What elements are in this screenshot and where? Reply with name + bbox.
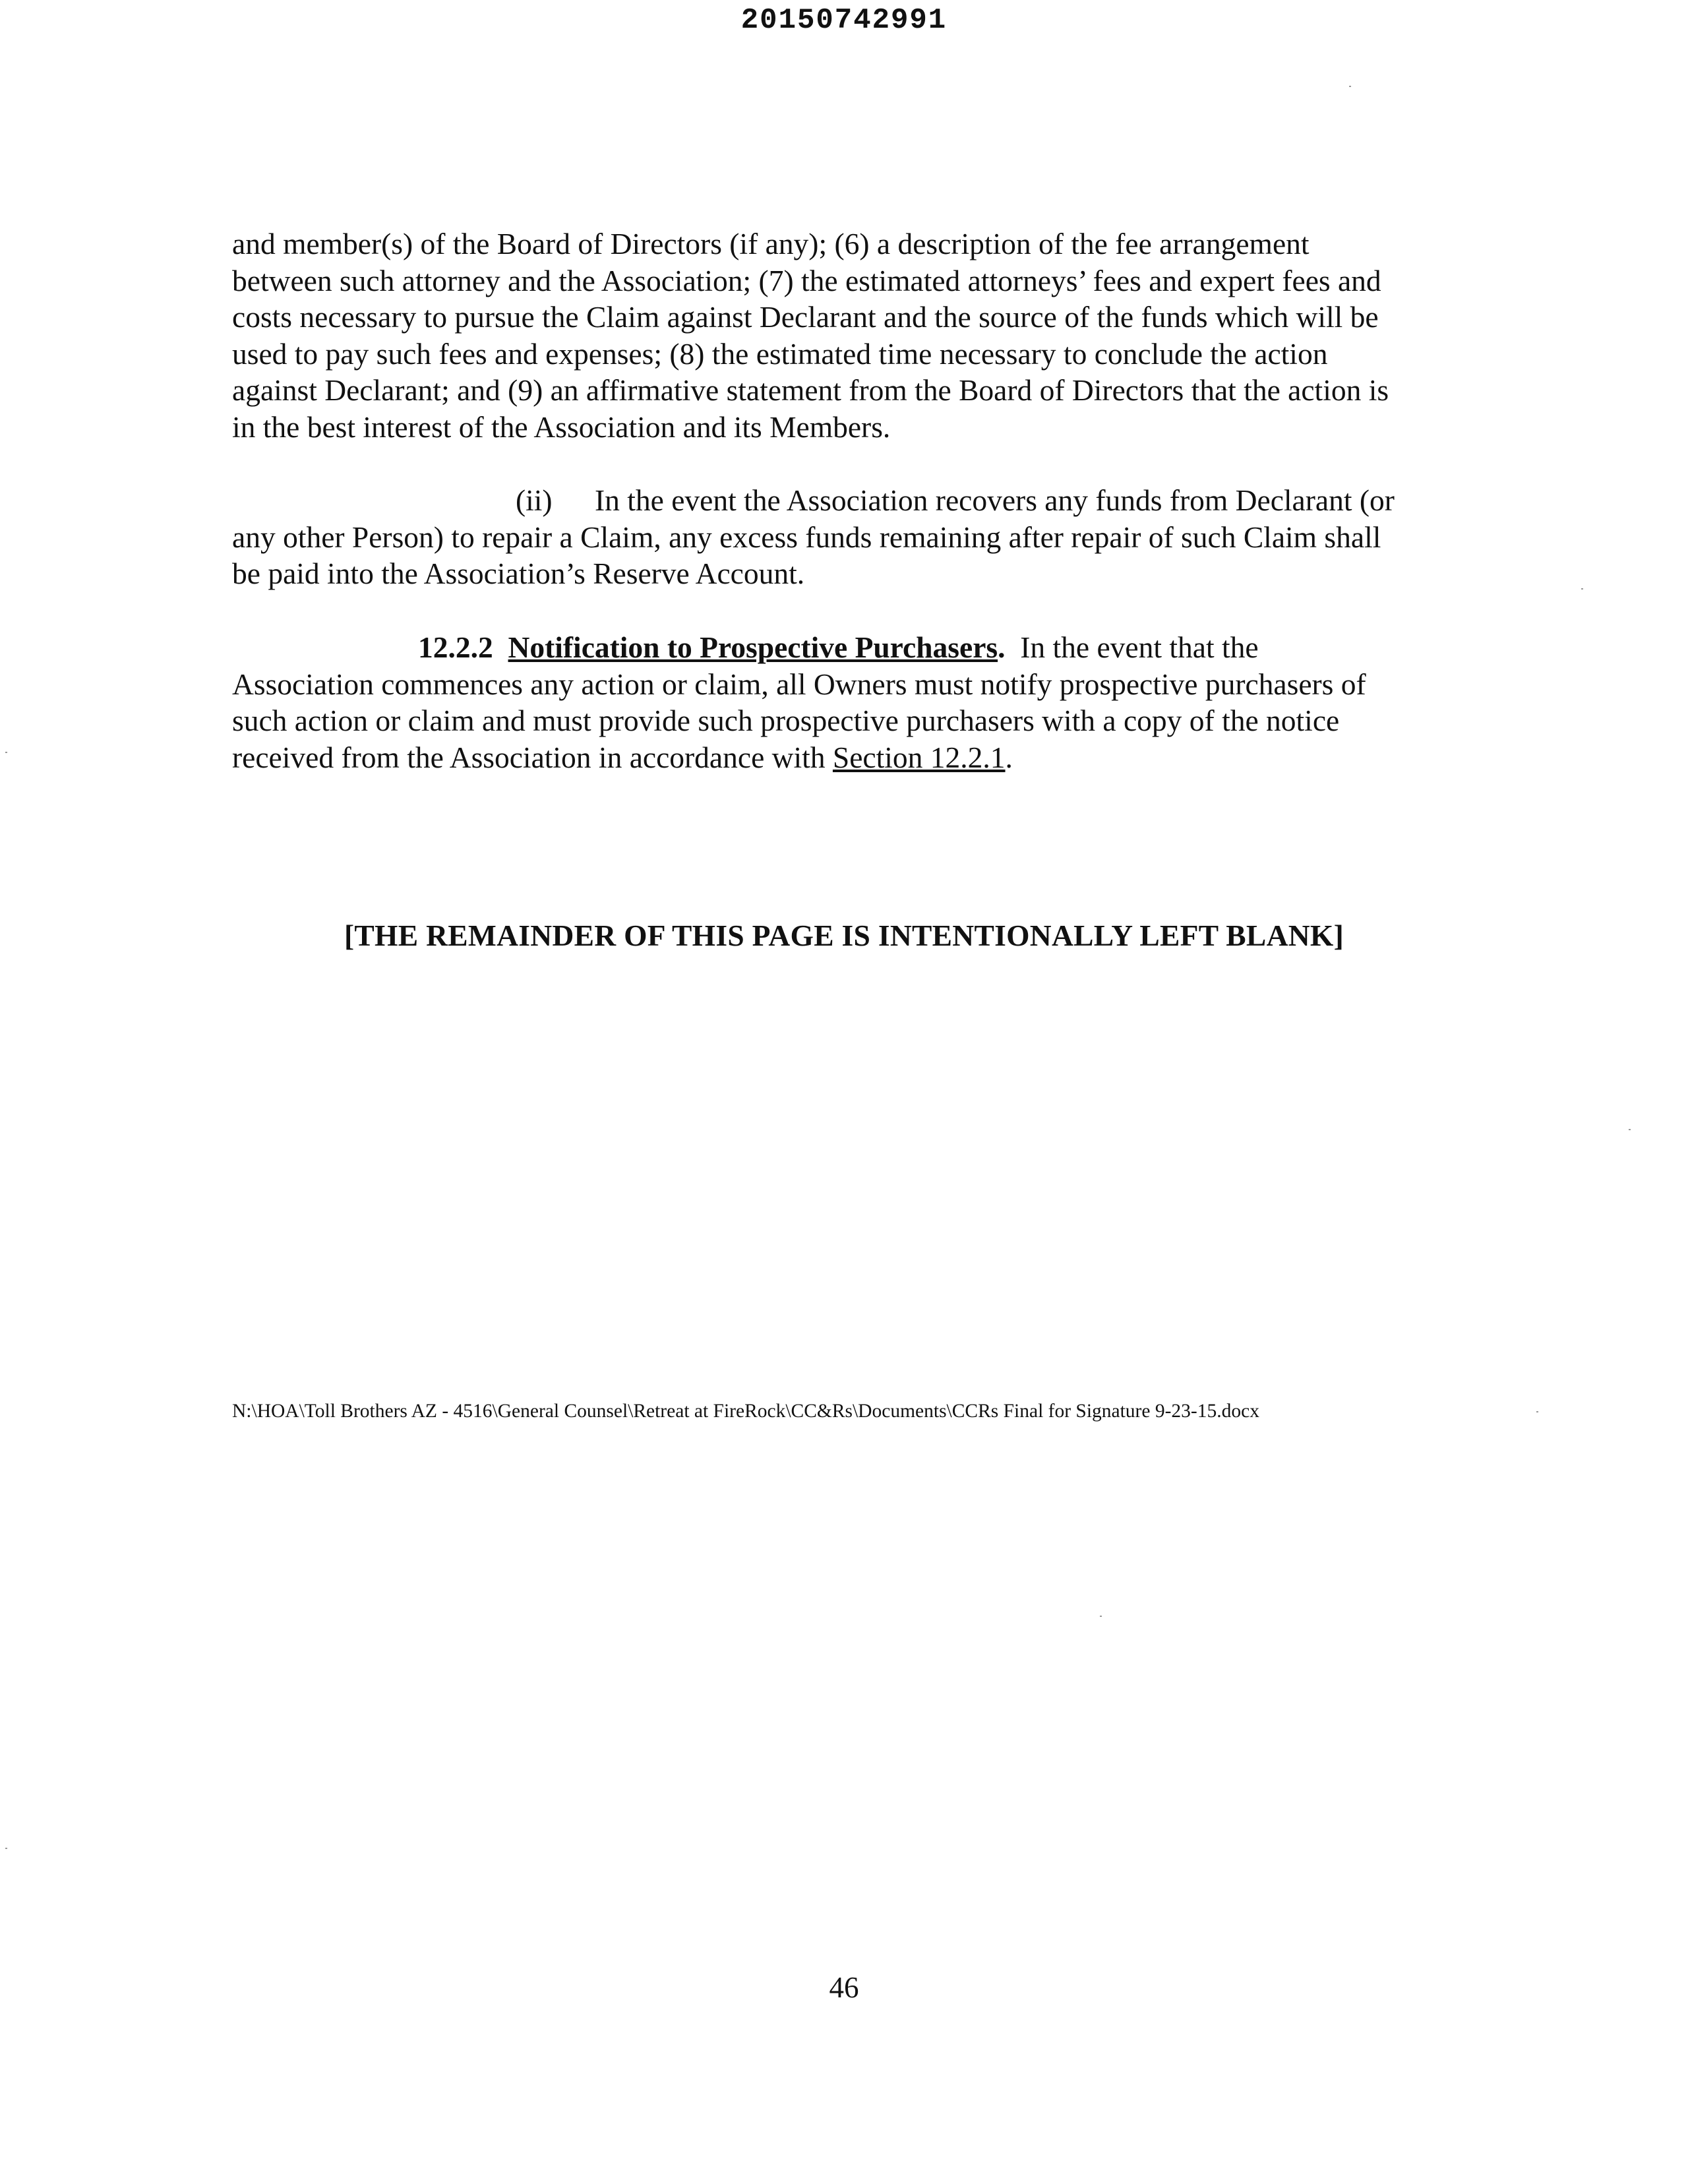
section-number: 12.2.2 — [418, 630, 493, 664]
scan-speck — [1581, 588, 1583, 590]
line-prefix: received from the Association in accordance with — [232, 740, 833, 774]
subparagraph-number: (ii) — [516, 483, 553, 517]
paragraph-line: Association commences any action or claim, all Owners must notify prospective purchasers of — [232, 667, 1366, 701]
paragraph-line: between such attorney and the Association; (7) the estimated attorneys’ fees and expert fees and — [232, 263, 1381, 297]
section-12-2-2 — [232, 629, 1472, 775]
scan-speck — [1349, 86, 1351, 87]
scan-speck — [1629, 1129, 1631, 1130]
paragraph-last-line — [232, 739, 1472, 776]
section-first-line — [232, 629, 1472, 666]
paragraph-line: In the event the Association recovers any funds from Declarant (or — [595, 483, 1395, 517]
paragraph-line: and member(s) of the Board of Directors (if any); (6) a description of the fee arrangement — [232, 227, 1310, 260]
scan-speck — [1536, 1411, 1538, 1412]
scan-speck — [1100, 1616, 1102, 1617]
paragraph-line: in the best interest of the Association and its Members. — [232, 410, 891, 444]
paragraph-excess-funds — [232, 482, 1472, 592]
paragraph-line: against Declarant; and (9) an affirmative statement from the Board of Directors that the action is — [232, 373, 1389, 407]
paragraph-attorney-disclosure — [232, 226, 1472, 445]
paragraph-line: used to pay such fees and expenses; (8) the estimated time necessary to conclude the action — [232, 336, 1328, 371]
recording-number: 20150742991 — [740, 4, 948, 37]
section-reference-link: Section 12.2.1 — [832, 740, 1006, 774]
section-heading: Notification to Prospective Purchasers — [508, 630, 998, 664]
blank-page-notice: [THE REMAINDER OF THIS PAGE IS INTENTIONALLY LEFT BLANK] — [344, 919, 1344, 952]
paragraph-line: any other Person) to repair a Claim, any excess funds remaining after repair of such Claim shall — [232, 520, 1381, 554]
section-heading-period: . — [998, 630, 1006, 664]
page-number: 46 — [829, 1971, 859, 2004]
scan-speck — [5, 1848, 7, 1849]
paragraph-first-line — [232, 482, 1472, 519]
line-suffix: . — [1005, 740, 1013, 774]
paragraph-line: such action or claim and must provide such prospective purchasers with a copy of the notice — [232, 704, 1340, 737]
scan-speck — [5, 752, 7, 753]
paragraph-line: In the event that the — [1020, 630, 1259, 664]
paragraph-line: costs necessary to pursue the Claim against Declarant and the source of the funds which will be — [232, 300, 1379, 334]
paragraph-line: be paid into the Association’s Reserve Account. — [232, 557, 805, 590]
footer-file-path: N:\HOA\Toll Brothers AZ - 4516\General Counsel\Retreat at FireRock\CC&Rs\Documents\CCRs Final for Signature 9-23-15.docx — [232, 1401, 1259, 1422]
